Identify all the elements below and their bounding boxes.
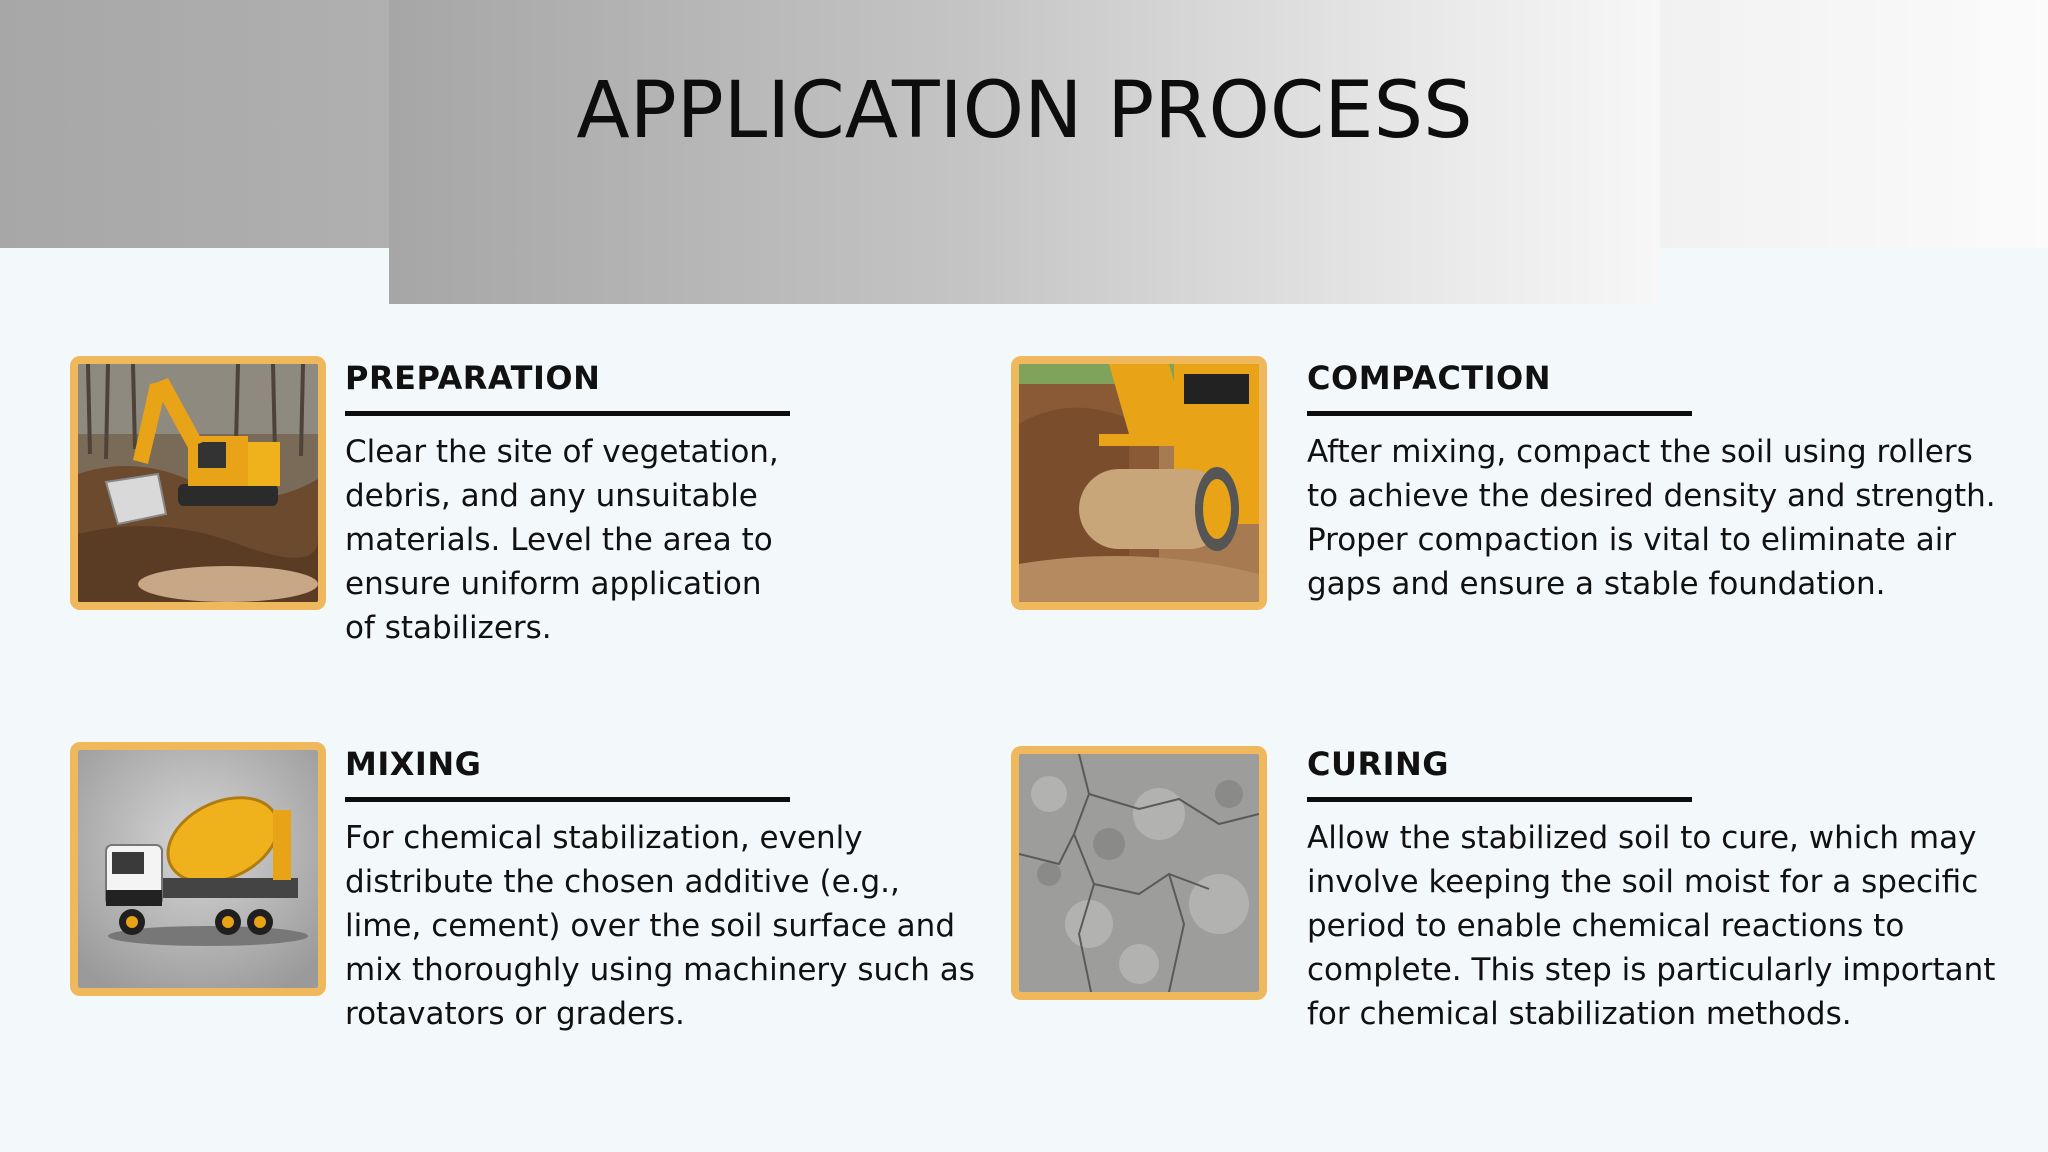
section-compaction — [1307, 359, 2007, 606]
section-title: COMPACTION — [1307, 359, 1552, 397]
section-curing — [1307, 745, 2007, 1036]
roller-compactor-image — [1011, 356, 1267, 610]
header-band-right — [1658, 0, 2048, 248]
title-banner — [389, 0, 1660, 304]
page-title: APPLICATION PROCESS — [576, 66, 1473, 156]
section-title: PREPARATION — [345, 359, 601, 397]
section-preparation — [345, 359, 790, 650]
section-mixing — [345, 745, 985, 1036]
section-body: After mixing, compact the soil using rollers to achieve the desired density and strength. Proper compaction is vital to eliminate air gaps and ensure a stable foundation. — [1307, 434, 1996, 602]
section-divider — [1307, 797, 1692, 802]
section-title: CURING — [1307, 745, 1450, 783]
cement-mixer-truck-image — [70, 742, 326, 996]
section-title: MIXING — [345, 745, 482, 783]
section-body: Allow the stabilized soil to cure, which may involve keeping the soil moist for a specific period to enable chemical reactions to complete. This step is particularly important for chemical stabilization methods. — [1307, 820, 1996, 1032]
section-divider — [1307, 411, 1692, 416]
header-band-left — [0, 0, 392, 248]
section-body: Clear the site of vegetation, debris, and any unsuitable materials. Level the area to ensure uniform application of stabilizers. — [345, 434, 779, 646]
section-body: For chemical stabilization, evenly distribute the chosen additive (e.g., lime, cement) over the soil surface and mix thoroughly using machinery such as rotavators or graders. — [345, 820, 975, 1032]
excavator-image — [70, 356, 326, 610]
cracked-concrete-image — [1011, 746, 1267, 1000]
section-divider — [345, 797, 790, 802]
section-divider — [345, 411, 790, 416]
